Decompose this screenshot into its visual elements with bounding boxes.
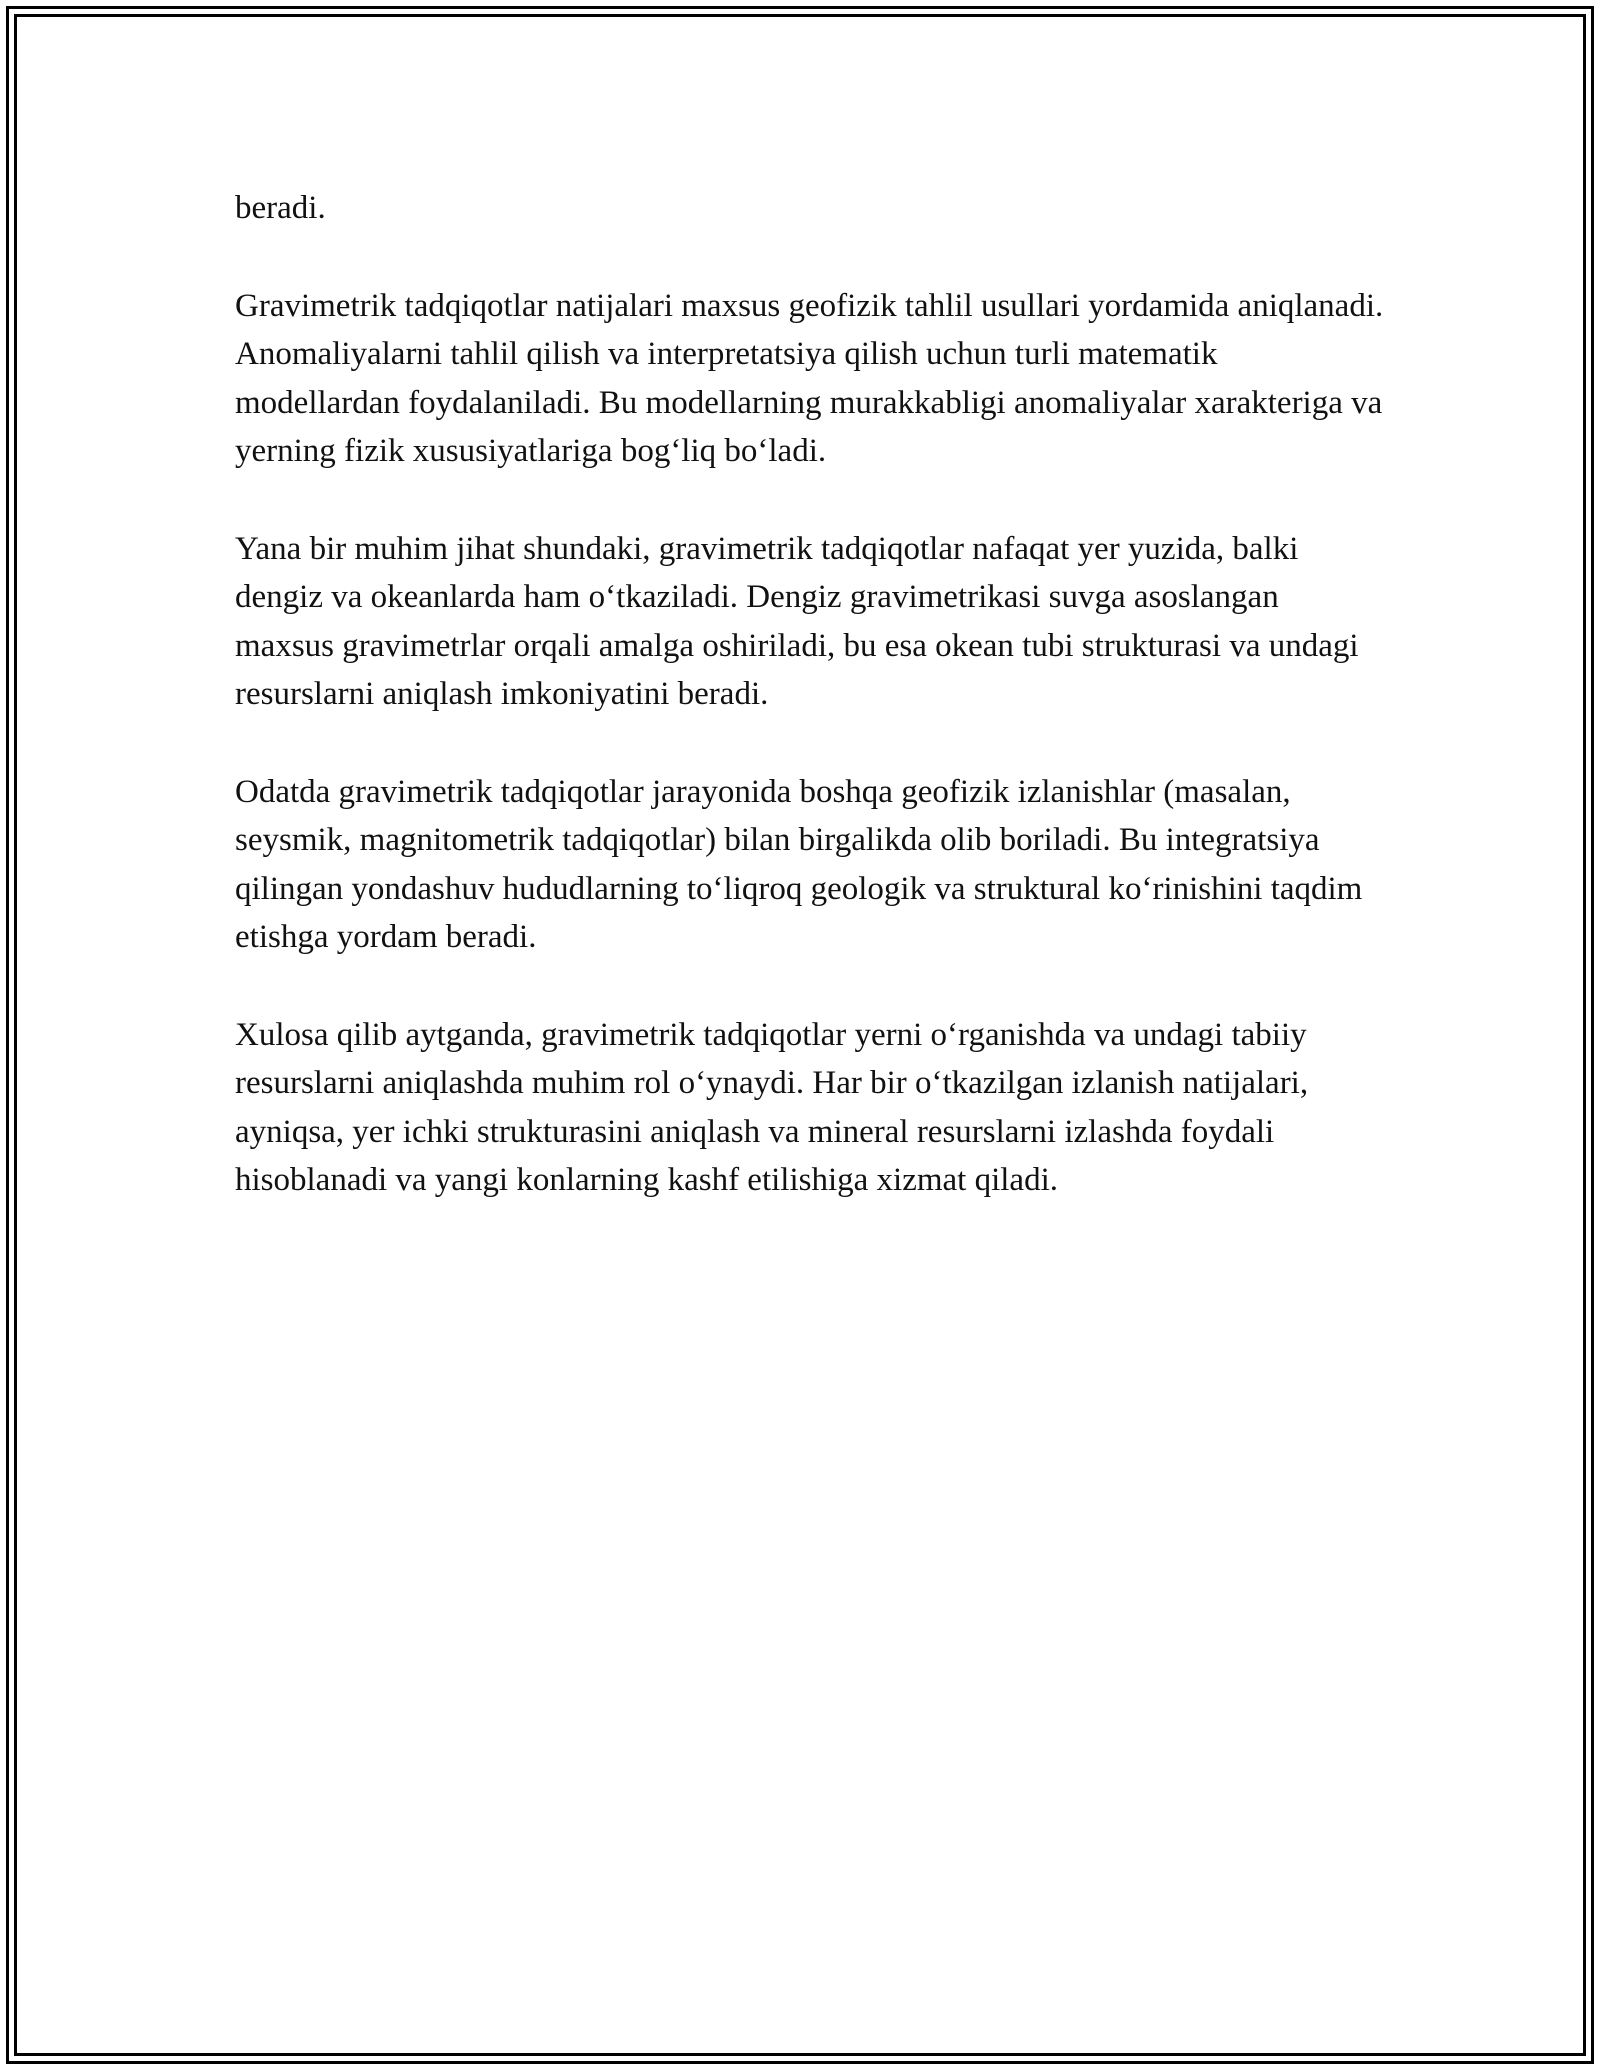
paragraph-continuation: beradi. [235, 190, 326, 226]
paragraph-marine-gravimetry: Yana bir muhim jihat shundaki, gravimetrik tadqiqotlar nafaqat yer yuzida, balki dengiz va okeanlarda ham o‘tkaziladi. Dengiz gravimetrikasi suvga asoslangan maxsus gravimetrlar orqali amalga oshiriladi, bu esa okean tubi strukturasi va undagi resurslarni aniqlash imkoniyatini beradi. [235, 530, 1359, 712]
paragraph-analysis-methods: Gravimetrik tadqiqotlar natijalari maxsus geofizik tahlil usullari yordamida aniqlanadi. Anomaliyalarni tahlil qilish va interpretatsiya qilish uchun turli matematik modellardan foydalaniladi. Bu modellarning murakkabligi anomaliyalar xarakteriga va yerning fizik xususiyatlariga bog‘liq bo‘ladi. [235, 287, 1384, 469]
paragraph-integrated-surveys: Odatda gravimetrik tadqiqotlar jarayonida boshqa geofizik izlanishlar (masalan, seysmik, magnitometrik tadqiqotlar) bilan birgalikda olib boriladi. Bu integratsiya qilingan yondashuv hududlarning to‘liqroq geologik va struktural ko‘rinishini taqdim etishga yordam beradi. [235, 773, 1363, 955]
document-body [235, 184, 1385, 1254]
paragraph-conclusion: Xulosa qilib aytganda, gravimetrik tadqiqotlar yerni o‘rganishda va undagi tabiiy resurslarni aniqlashda muhim rol o‘ynaydi. Har bir o‘tkazilgan izlanish natijalari, ayniqsa, yer ichki strukturasini aniqlash va mineral resurslarni izlashda foydali hisoblanadi va yangi konlarning kashf etilishiga xizmat qiladi. [235, 1016, 1309, 1198]
